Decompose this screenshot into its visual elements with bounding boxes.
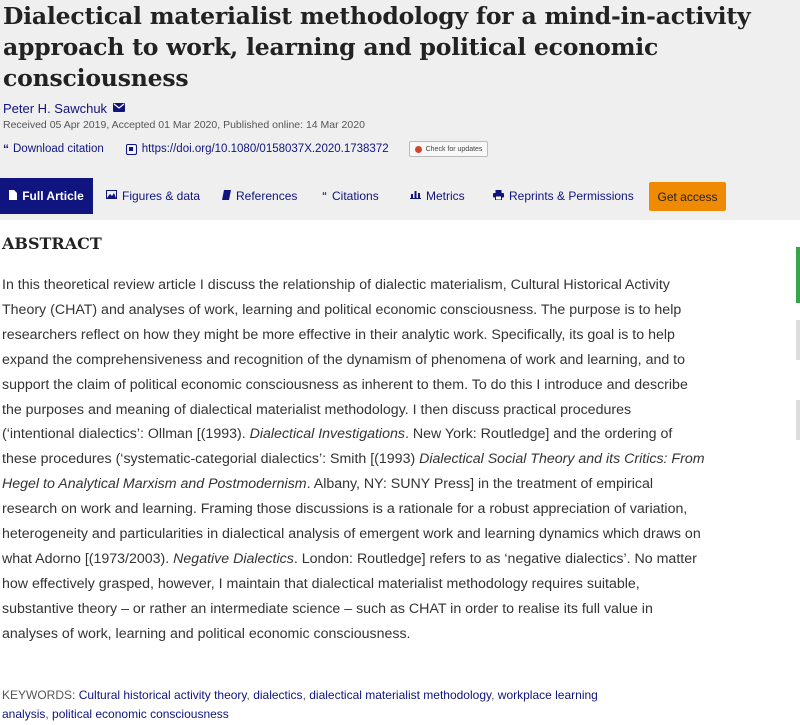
tab-full-article[interactable] bbox=[0, 178, 93, 214]
tab-label: Figures & data bbox=[122, 189, 201, 203]
author-link[interactable]: Peter H. Sawchuk bbox=[3, 100, 108, 116]
abstract-segment: In this theoretical review article I discuss the relationship of dialectic materialism, Cultural Historical Activity Theory (CHAT) and analyses of work, learning and political economic consciousness. The purpose is to help researchers reflect on how they might be more effective in their analytic work. Specifically, its goal is to help expand the comprehensiveness and recognition of the dynamism of phenomena of work and learning, and to support the claim of political economic consciousness as inherent to them. To do this I introduce and describe the purposes and meaning of dialectical materialist methodology. I then discuss practical procedures (‘intentional dialectics’: Ollman [(1993). bbox=[2, 277, 688, 443]
tab-metrics[interactable] bbox=[410, 178, 465, 214]
book-icon bbox=[222, 190, 231, 203]
download-citation-label: Download citation bbox=[13, 143, 104, 155]
tab-label: Reprints & Permissions bbox=[509, 189, 634, 203]
keyword-link[interactable]: dialectical materialist methodology bbox=[309, 688, 492, 702]
abstract-segment: . New York: Routledge] and the ordering of these procedures (‘systematic-categorial dialectics’: Smith [(1993) bbox=[2, 426, 673, 468]
keyword-link[interactable]: Cultural historical activity theory bbox=[78, 688, 247, 702]
tab-label: Full Article bbox=[22, 189, 84, 203]
tab-label: References bbox=[236, 189, 298, 203]
abstract-citation-title: Dialectical Social Theory and its Critics: From Hegel to Analytical Marxism and Postmodernism bbox=[2, 451, 705, 493]
abstract-segment: . Albany, NY: SUNY Press] in the treatment of empirical research on work and learning. Framing those discussions is a rationale for a robust appreciation of variation, heterogeneity and particularities in dialectical analysis of emergent work and learning dynamics which draws on what Adorno [(1973/2003). bbox=[2, 476, 701, 567]
keyword-link[interactable]: dialectics bbox=[253, 688, 303, 702]
article-title: Dialectical materialist methodology for a mind-in-activity approach to work, learning and political economic consciousness bbox=[3, 2, 751, 92]
download-citation-link[interactable] bbox=[3, 142, 104, 156]
image-icon bbox=[106, 190, 117, 202]
document-icon bbox=[9, 190, 17, 203]
tab-label: Citations bbox=[332, 189, 379, 203]
quote-icon: “ bbox=[322, 190, 327, 202]
crossmark-icon bbox=[415, 146, 422, 153]
tab-citations[interactable] bbox=[322, 178, 379, 214]
article-tabs bbox=[0, 178, 800, 214]
abstract-text bbox=[2, 273, 706, 647]
external-link-icon bbox=[126, 144, 137, 155]
author-row bbox=[3, 100, 125, 116]
keywords-label: KEYWORDS: bbox=[2, 688, 79, 702]
tab-label: Metrics bbox=[426, 189, 465, 203]
check-updates-label: Check for updates bbox=[425, 145, 483, 153]
abstract-segment: . London: Routledge] refers to as ‘negative dialectics’. No matter how effectively grasped, however, I maintain that dialectical materialist methodology requires suitable, substantive theory – or rather an intermediate science – such as CHAT in order to realise its full value in analyses of work, learning and political economic consciousness. bbox=[2, 550, 697, 642]
printer-icon bbox=[493, 190, 504, 203]
bar-chart-icon bbox=[410, 190, 421, 202]
abstract-citation-title: Negative Dialectics bbox=[173, 550, 294, 567]
abstract-citation-title: Dialectical Investigations bbox=[249, 426, 405, 443]
scroll-indicator bbox=[796, 247, 800, 303]
doi-link[interactable] bbox=[126, 143, 389, 155]
keyword-link[interactable]: workplace learning analysis bbox=[2, 688, 598, 721]
article-header bbox=[0, 0, 800, 220]
envelope-icon[interactable] bbox=[113, 99, 125, 117]
doi-label: https://doi.org/10.1080/0158037X.2020.1738372 bbox=[141, 143, 389, 155]
keywords: KEYWORDS: Cultural historical activity theory, dialectics, dialectical materialist methodology, workplace learning analysis, political economic consciousness bbox=[2, 688, 598, 721]
tab-figures-data[interactable] bbox=[106, 178, 200, 214]
quote-icon: “ bbox=[3, 142, 9, 156]
check-for-updates-button[interactable] bbox=[409, 141, 489, 157]
publication-dates: Received 05 Apr 2019, Accepted 01 Mar 2020, Published online: 14 Mar 2020 bbox=[3, 119, 365, 131]
tab-reprints-permissions[interactable] bbox=[493, 178, 634, 214]
tab-references[interactable] bbox=[222, 178, 297, 214]
get-access-button[interactable]: Get access bbox=[649, 182, 726, 211]
scroll-indicator-inactive bbox=[796, 400, 800, 440]
scroll-indicator-inactive bbox=[796, 320, 800, 360]
article-links bbox=[3, 140, 488, 158]
abstract-heading: ABSTRACT bbox=[2, 234, 102, 253]
keyword-link[interactable]: political economic consciousness bbox=[52, 707, 229, 721]
